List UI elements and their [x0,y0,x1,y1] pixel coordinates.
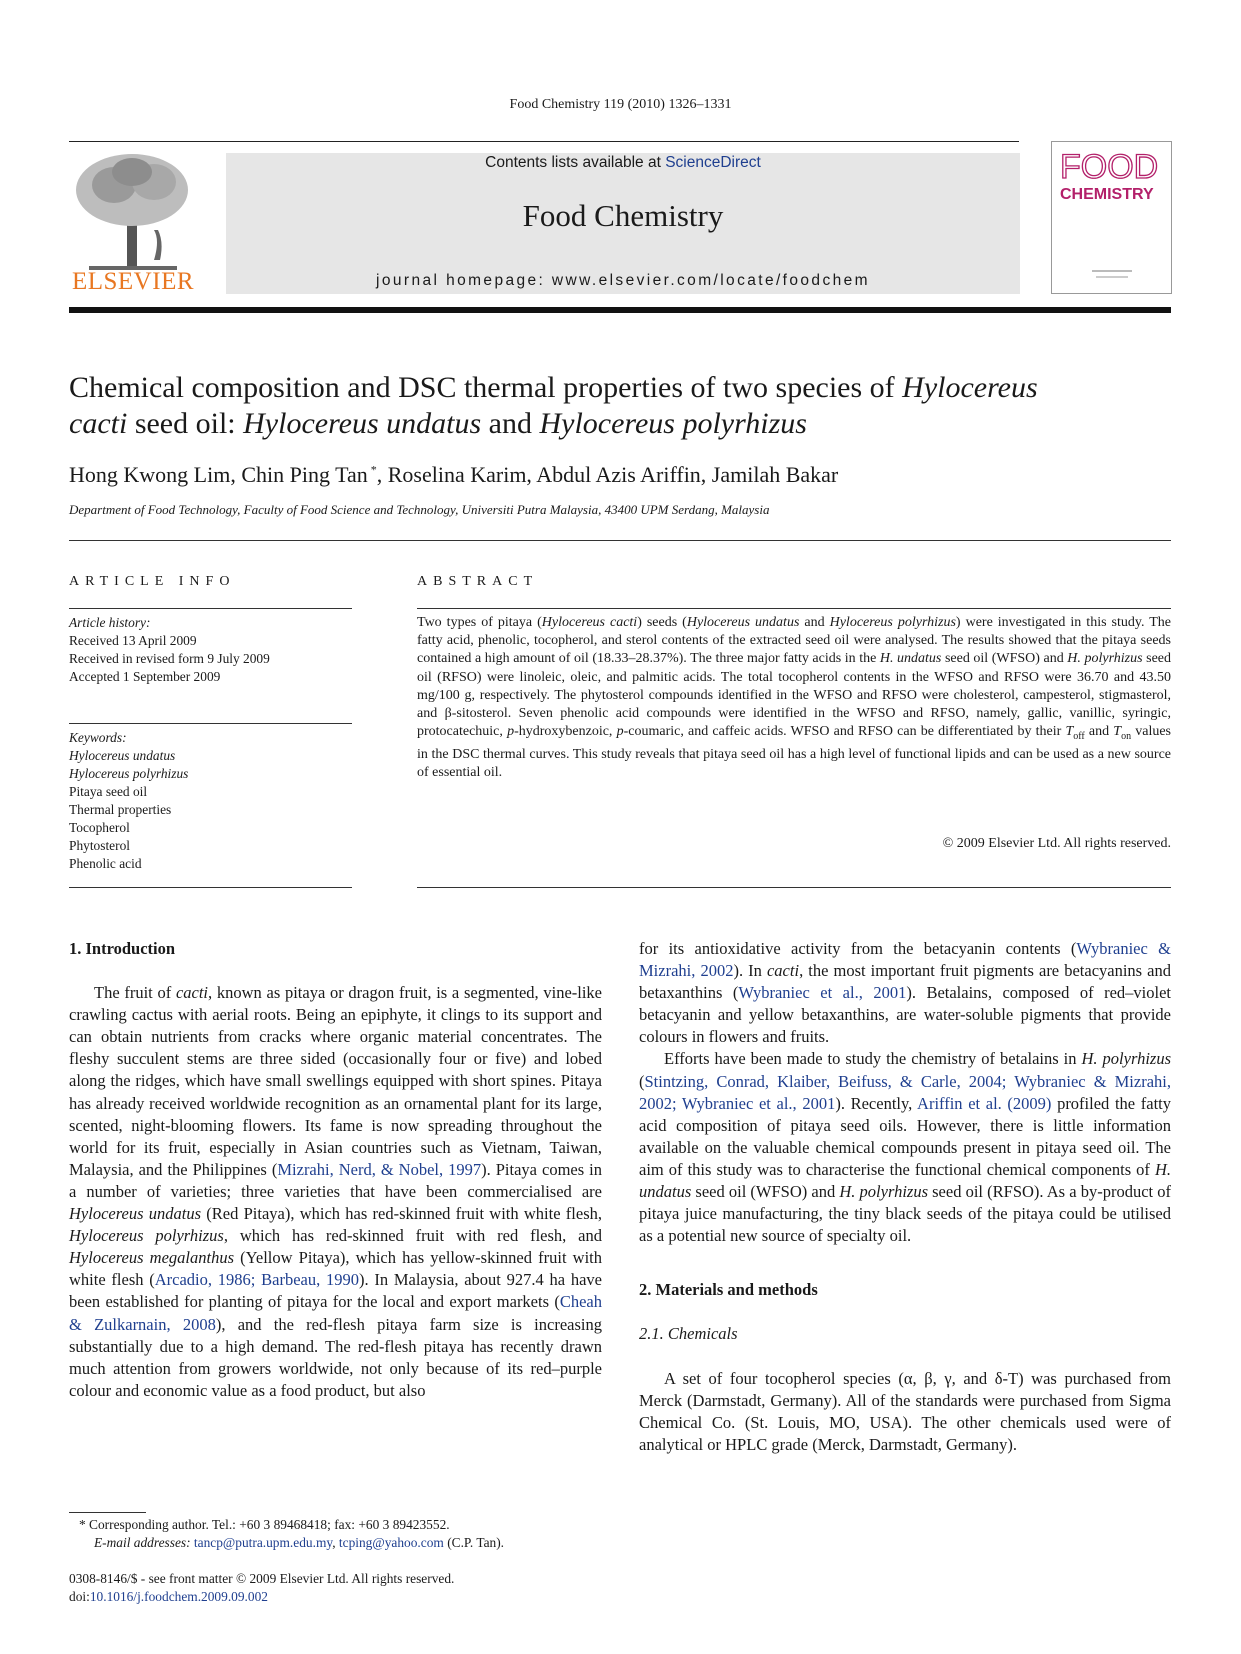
keyword: Hylocereus polyrhizus [69,766,189,781]
keywords-label: Keywords: [69,730,127,745]
history-received: Received 13 April 2009 [69,633,197,648]
corresponding-footnote: * Corresponding author. Tel.: +60 3 89468418; fax: +60 3 89423552. E-mail addresses: tancp@putra.upm.edu.my, tcping@yahoo.com (C.P. Tan). [79,1517,505,1550]
cover-title-food: FOOD [1060,148,1159,186]
cover-fineprint [1092,270,1132,272]
chemicals-paragraph: A set of four tocopherol species (α, β, γ, and δ-T) was purchased from Merck (Darmstadt, Germany). All of the standards were purchased from Sigma Chemical Co. (St. Louis, MO, USA). The other chemicals used were of analytical or HPLC grade (Merck, Darmstadt, Germany). [639,1368,1171,1454]
keyword: Pitaya seed oil [69,784,148,799]
footnote-rule [69,1512,146,1513]
citation-link[interactable]: Stintzing, Conrad, Klaiber, Beifuss, & Carle, 2004; Wybraniec & Mizrahi, 2002; Wybraniec et al., 2001 [639,1071,1171,1113]
abstract-copyright: © 2009 Elsevier Ltd. All rights reserved. [942,836,1171,851]
cover-fineprint [1096,276,1128,278]
info-rule [69,887,352,888]
body-column-right [639,938,1171,1456]
article-info-heading: ARTICLE INFO [69,574,236,589]
subsection-heading-chemicals: 2.1. Chemicals [639,1324,738,1344]
keyword: Phytosterol [69,838,131,853]
keywords [69,729,352,873]
abstract-heading: ABSTRACT [417,574,539,589]
keyword: Hylocereus undatus [69,748,176,763]
email-link[interactable]: tcping@yahoo.com [338,1535,444,1550]
affiliation: Department of Food Technology, Faculty of Food Science and Technology, Universiti Putra Malaysia, 43400 UPM Serdang, Malaysia [69,502,770,517]
abstract-text: Two types of pitaya (Hylocereus cacti) seeds (Hylocereus undatus and Hylocereus polyrhizus) were investigated in this study. The fatty acid, phenolic, tocopherol, and sterol contents of the extracted seed oil were analysed. The results showed that the pitaya seeds contained a high amount of oil (18.33–28.37%). The three major fatty acids in the H. undatus seed oil (WFSO) and H. polyrhizus seed oil (RFSO) were linoleic, oleic, and palmitic acids. The total tocopherol contents in the WFSO and RFSO were 36.70 and 43.50 mg/100 g, respectively. The phytosterol compounds identified in the WFSO and RFSO were cholesterol, campesterol, stigmasterol, and β-sitosterol. Seven phenolic acid compounds were identified in the WFSO and RFSO, namely, gallic, vanillic, syringic, protocatechuic, p-hydroxybenzoic, p-coumaric, and caffeic acids. WFSO and RFSO can be differentiated by their $T_{off}$ and $T_{on}$ values in the DSC thermal curves. This study reveals that pitaya seed oil has a high level of functional lipids and can be used as a new source of essential oil. [417,615,1172,781]
abstract-rule [417,887,1171,888]
citation-link[interactable]: Mizrahi, Nerd, & Nobel, 1997 [277,1159,482,1179]
citation-link[interactable]: Ariffin et al. (2009) [917,1093,1052,1113]
journal-citation: Food Chemistry 119 (2010) 1326–1331 [509,97,732,112]
sciencedirect-link[interactable]: ScienceDirect [665,154,761,171]
abstract-rule [417,608,1171,609]
elsevier-wordmark: ELSEVIER [71,268,195,295]
keyword: Tocopherol [69,820,130,835]
history-accepted: Accepted 1 September 2009 [69,669,221,684]
email-label: E-mail addresses: [94,1535,194,1550]
info-rule [69,608,352,609]
header-rule [69,141,1019,142]
citation-link[interactable]: Cheah & Zulkarnain, 2008 [69,1292,602,1334]
issn-line: 0308-8146/$ - see front matter © 2009 Elsevier Ltd. All rights reserved. [69,1571,455,1586]
keyword: Phenolic acid [69,856,142,871]
footnote-star: * [79,1517,86,1532]
citation-link[interactable]: Arcadio, 1986; Barbeau, 1990 [154,1270,359,1290]
header-thick-rule [69,307,1171,313]
intro-paragraph-cont: for its antioxidative activity from the betacyanin contents (Wybraniec & Mizrahi, 2002). In cacti, the most important fruit pigments are betacyanins and betaxanthins (Wybraniec et al., 2001). Betalains, composed of red–violet betacyanin and yellow betaxanthins, are water-soluble pigments that provide colours in flowers and fruits. [639,939,1172,1047]
section-rule [69,540,1171,541]
journal-name: Food Chemistry [522,198,724,233]
doi-link[interactable]: 10.1016/j.foodchem.2009.09.002 [89,1589,268,1604]
history-label: Article history: [69,615,151,630]
info-rule [69,723,352,724]
elsevier-logo [69,150,197,296]
corresponding-mark[interactable]: * [367,462,377,477]
article-history [69,614,352,686]
intro-paragraph: Efforts have been made to study the chemistry of betalains in H. polyrhizus (Stintzing, Conrad, Klaiber, Beifuss, & Carle, 2004; Wybraniec & Mizrahi, 2002; Wybraniec et al., 2001). Recently, Ariffin et al. (2009) profiled the fatty acid composition of pitaya seed oils. However, there is little information available on the valuable chemical compounds present in pitaya seed oil. The aim of this study was to characterise the functional chemical components of H. undatus seed oil (WFSO) and H. polyrhizus seed oil (RFSO). As a by-product of pitaya juice manufacturing, the tiny black seeds of the pitaya could be utilised as a potential new source of specialty oil. [639,1049,1171,1246]
issn-doi: 0308-8146/$ - see front matter © 2009 Elsevier Ltd. All rights reserved. doi:10.1016/j.foodchem.2009.09.002 [69,1570,629,1606]
email-link[interactable]: tancp@putra.upm.edu.my [193,1535,333,1550]
author-list: Hong Kwong Lim, Chin Ping Tan *, Roselina Karim, Abdul Azis Ariffin, Jamilah Bakar [69,462,839,487]
journal-cover [1051,141,1172,294]
cover-title-chemistry: CHEMISTRY [1060,186,1154,203]
keyword: Thermal properties [69,802,172,817]
contents-line [226,154,1020,172]
citation-link[interactable]: Wybraniec & Mizrahi, 2002 [639,939,1171,981]
contents-text: Contents lists available at [485,154,666,171]
article-title: Chemical composition and DSC thermal properties of two species of Hylocereus cacti seed oil: Hylocereus undatus and Hylocereus polyrhizus [69,371,1038,440]
citation-link[interactable]: Wybraniec et al., 2001 [738,983,907,1003]
section-heading-introduction: 1. Introduction [69,939,176,958]
section-heading-methods: 2. Materials and methods [639,1280,818,1300]
intro-paragraph: The fruit of cacti, known as pitaya or dragon fruit, is a segmented, vine-like crawling cactus with aerial roots. Being an epiphyte, it clings to its support and can obtain nutrients from cracks where organic material concentrates. The fleshy succulent stems are three sided (occasionally four or five) and lobed along the ridges, which have small swellings equipped with short spines. Pitaya has already received worldwide recognition as an ornamental plant for its large, scented, night-blooming flowers. Its fame is now spreading throughout the world for its fruit, especially in Asian countries such as Vietnam, Taiwan, Malaysia, and the Philippines (Mizrahi, Nerd, & Nobel, 1997). Pitaya comes in a number of varieties; three varieties that have been commercialised are Hylocereus undatus (Red Pitaya), which has red-skinned fruit with white flesh, Hylocereus polyrhizus, which has red-skinned fruit with red flesh, and Hylocereus megalanthus (Yellow Pitaya), which has yellow-skinned fruit with white flesh (Arcadio, 1986; Barbeau, 1990). In Malaysia, about 927.4 ha have been established for planting of pitaya for the local and export markets (Cheah & Zulkarnain, 2008), and the red-flesh pitaya farm size is increasing substantially due to a high demand. The red-flesh pitaya has recently drawn much attention from growers worldwide, not only because of its red–purple colour and economic value as a food product, but also [69,983,603,1400]
history-revised: Received in revised form 9 July 2009 [69,651,270,666]
journal-homepage[interactable]: journal homepage: www.elsevier.com/locate/foodchem [376,272,870,289]
body-column-left [69,938,602,1402]
